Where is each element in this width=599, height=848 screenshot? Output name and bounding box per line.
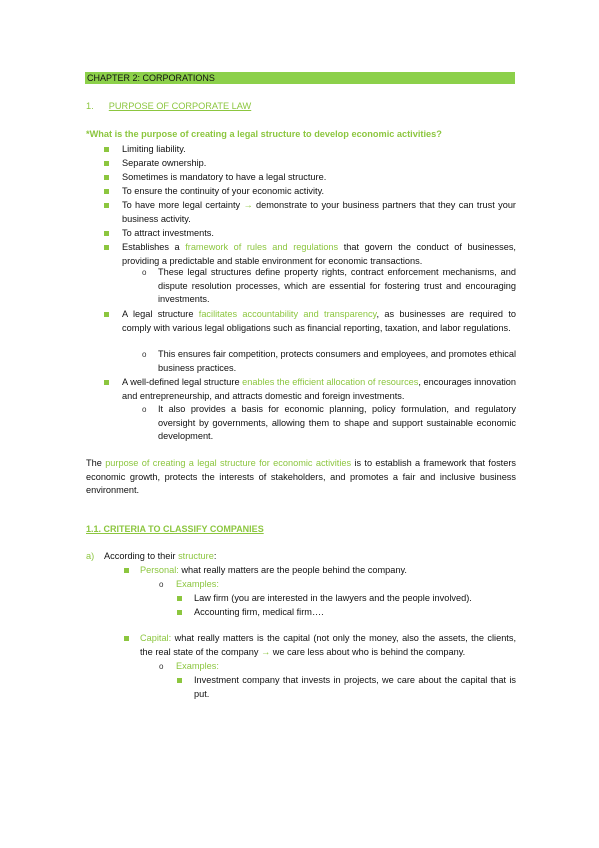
item-text: that govern the conduct of businesses, providing a predictable and stable environment for economic transactions. xyxy=(122,242,516,266)
item-text: , as businesses are required to comply with various legal obligations such as financial reporting, taxation, and labor regulations. xyxy=(122,309,516,333)
bullet-icon xyxy=(104,380,109,385)
bullet-icon xyxy=(124,636,129,641)
highlight-text: Capital: xyxy=(140,633,172,643)
item-text: A legal structure xyxy=(122,309,199,319)
bullet-icon xyxy=(104,245,109,250)
sub-list-item: It also provides a basis for economic planning, policy formulation, and regulatory oversight by governments, allowing them to shape and support sustainable economic development. xyxy=(158,404,516,442)
highlight-text: Personal: xyxy=(140,565,179,575)
question-line: *What is the purpose of creating a legal structure to develop economic activities? xyxy=(86,129,442,139)
arrow-right-icon: → xyxy=(261,646,271,657)
item-text: A well-defined legal structure xyxy=(122,377,243,387)
highlight-text: facilitates accountability and transparency xyxy=(198,309,377,319)
list-item: Sometimes is mandatory to have a legal structure. xyxy=(122,172,327,182)
criteria-heading xyxy=(104,550,216,564)
section-number: 1. xyxy=(86,101,94,111)
list-item: To ensure the continuity of your economic activity. xyxy=(122,186,325,196)
highlight-text: framework of rules and regulations xyxy=(185,242,339,252)
item-text: demonstrate to your business partners that they can trust your business activity. xyxy=(122,200,516,224)
chapter-title: CHAPTER 2: CORPORATIONS xyxy=(85,72,515,84)
conclusion-paragraph xyxy=(86,457,516,498)
highlight-text: structure xyxy=(178,551,214,561)
list-item xyxy=(140,632,516,659)
item-text: we care less about who is behind the company. xyxy=(270,646,466,657)
highlight-text: purpose of creating a legal structure for economic activities xyxy=(105,458,352,468)
list-item: Law firm (you are interested in the lawyers and the people involved). xyxy=(194,593,472,603)
list-item xyxy=(122,199,516,226)
arrow-right-icon: → xyxy=(243,200,253,210)
bullet-icon xyxy=(104,231,109,236)
sub-list-item: This ensures fair competition, protects consumers and employees, and promotes ethical business practices. xyxy=(158,349,516,373)
circle-bullet-icon: o xyxy=(142,405,147,414)
bullet-icon xyxy=(124,568,129,573)
sub-list-item: These legal structures define property rights, contract enforcement mechanisms, and dispute resolution processes, which are essential for fostering trust and encouraging investments. xyxy=(158,267,516,305)
paragraph-text: The xyxy=(86,458,106,468)
item-text: Establishes a xyxy=(122,242,186,252)
list-item xyxy=(122,241,516,268)
bullet-icon xyxy=(104,203,109,208)
item-text: To have more legal certainty xyxy=(122,200,244,210)
bullet-icon xyxy=(104,189,109,194)
list-item: Investment company that invests in projects, we care about the capital that is put. xyxy=(194,675,516,699)
list-item xyxy=(122,308,516,335)
section-heading xyxy=(86,100,251,114)
examples-label: Examples: xyxy=(176,579,219,589)
bullet-icon xyxy=(177,596,182,601)
circle-bullet-icon: o xyxy=(142,350,147,359)
bullet-icon xyxy=(104,312,109,317)
bullet-icon xyxy=(104,147,109,152)
subsection-title: 1.1. CRITERIA TO CLASSIFY COMPANIES xyxy=(86,524,264,534)
section-title: PURPOSE OF CORPORATE LAW xyxy=(108,101,252,111)
circle-bullet-icon: o xyxy=(159,662,164,671)
examples-label: Examples: xyxy=(176,661,219,671)
list-marker: a) xyxy=(86,551,95,561)
list-item: To attract investments. xyxy=(122,228,214,238)
bullet-icon xyxy=(177,678,182,683)
list-item: Limiting liability. xyxy=(122,144,186,154)
criteria-label xyxy=(86,550,94,564)
item-text: what really matters is the capital (not only the money, also the assets, the clients, the real state of the company xyxy=(140,633,516,657)
item-text: : xyxy=(213,551,217,561)
paragraph-text: is to establish a framework that fosters economic growth, protects the interests of stakeholders, and promotes a fair and inclusive business environment. xyxy=(86,458,516,496)
item-text: what really matters are the people behind the company. xyxy=(178,565,407,575)
circle-bullet-icon: o xyxy=(159,580,164,589)
item-text: , encourages innovation and entrepreneurship, and attracts domestic and foreign investments. xyxy=(122,377,517,401)
item-text: According to their xyxy=(104,551,179,561)
list-item xyxy=(140,564,516,578)
list-item: Separate ownership. xyxy=(122,158,207,168)
bullet-icon xyxy=(177,610,182,615)
bullet-icon xyxy=(104,161,109,166)
list-item: Accounting firm, medical firm…. xyxy=(194,607,324,617)
circle-bullet-icon: o xyxy=(142,268,147,277)
highlight-text: enables the efficient allocation of resources xyxy=(242,377,419,387)
list-item xyxy=(122,376,516,403)
bullet-icon xyxy=(104,175,109,180)
